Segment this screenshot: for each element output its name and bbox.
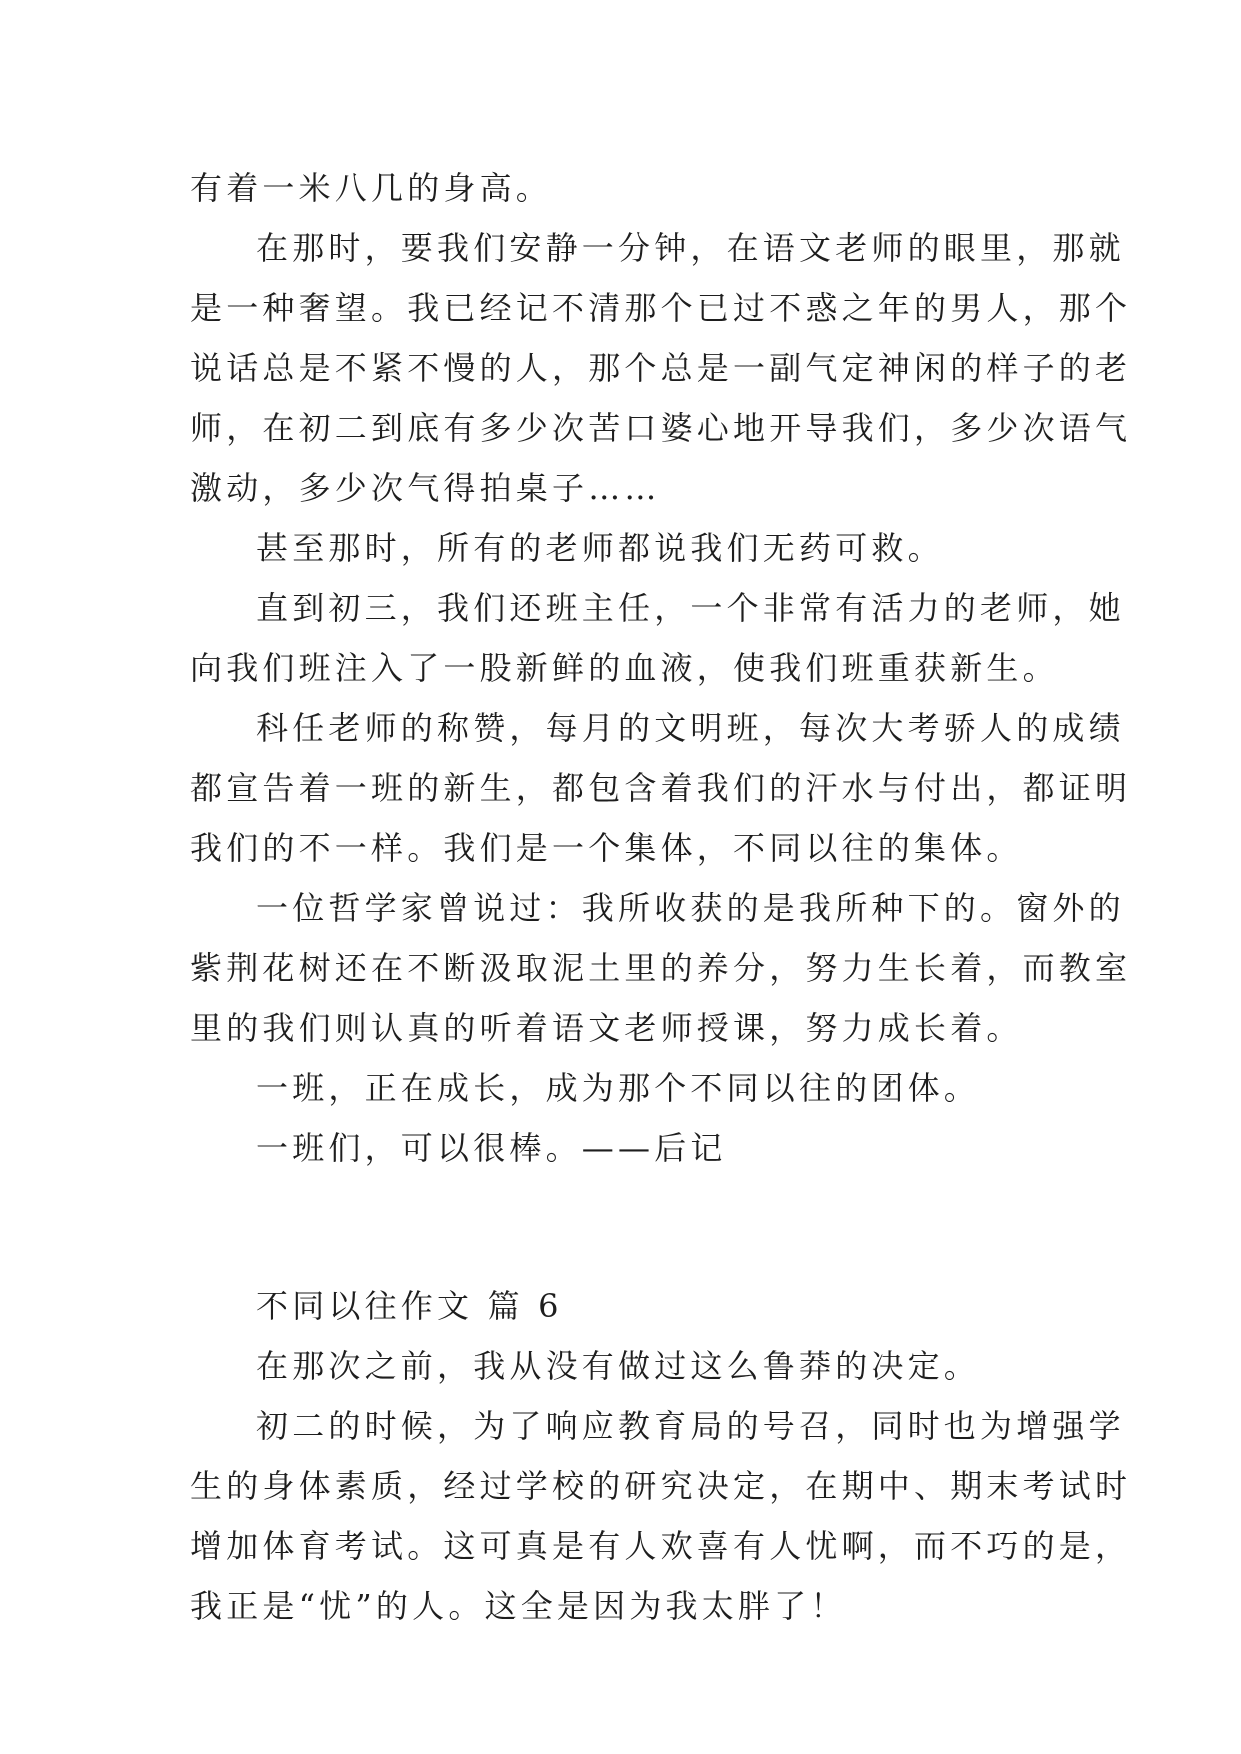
text-line: 增加体育考试。这可真是有人欢喜有人忧啊，而不巧的是，	[190, 1527, 1132, 1565]
paragraph-block-part1	[190, 158, 1132, 1178]
text-line: 紫荆花树还在不断汲取泥土里的养分，努力生长着，而教室	[190, 949, 1132, 987]
text-line: 初二的时候，为了响应教育局的号召，同时也为增强学	[256, 1407, 1125, 1445]
text-line: 师，在初二到底有多少次苦口婆心地开导我们，多少次语气	[190, 409, 1132, 447]
text-line: 一位哲学家曾说过：我所收获的是我所种下的。窗外的	[256, 889, 1125, 927]
text-line: 有着一米八几的身高。	[190, 169, 553, 207]
text-line: 激动，多少次气得拍桌子……	[190, 469, 661, 507]
text-line: 说话总是不紧不慢的人，那个总是一副气定神闲的样子的老	[190, 349, 1132, 387]
paragraph-block-part2	[190, 1336, 1132, 1636]
text-line: 一班们，可以很棒。——后记	[256, 1129, 727, 1167]
text-line: 生的身体素质，经过学校的研究决定，在期中、期末考试时	[190, 1467, 1132, 1505]
text-line: 向我们班注入了一股新鲜的血液，使我们班重获新生。	[190, 649, 1059, 687]
text-line: 都宣告着一班的新生，都包含着我们的汗水与付出，都证明	[190, 769, 1132, 807]
text-line: 直到初三，我们还班主任，一个非常有活力的老师，她	[256, 589, 1125, 627]
text-line: 一班，正在成长，成为那个不同以往的团体。	[256, 1069, 981, 1107]
text-line: 是一种奢望。我已经记不清那个已过不惑之年的男人，那个	[190, 289, 1132, 327]
text-line: 科任老师的称赞，每月的文明班，每次大考骄人的成绩	[256, 709, 1125, 747]
text-line: 甚至那时，所有的老师都说我们无药可救。	[256, 529, 944, 567]
text-line: 我们的不一样。我们是一个集体，不同以往的集体。	[190, 829, 1023, 867]
section-heading: 不同以往作文 篇 6	[256, 1287, 563, 1325]
section-spacer	[190, 1178, 1070, 1276]
document-page	[190, 158, 1132, 1636]
text-line: 在那时，要我们安静一分钟，在语文老师的眼里，那就	[256, 229, 1125, 267]
text-line: 在那次之前，我从没有做过这么鲁莽的决定。	[256, 1347, 981, 1385]
text-line: 我正是“忧”的人。这全是因为我太胖了！	[190, 1587, 847, 1625]
text-line: 里的我们则认真的听着语文老师授课，努力成长着。	[190, 1009, 1023, 1047]
